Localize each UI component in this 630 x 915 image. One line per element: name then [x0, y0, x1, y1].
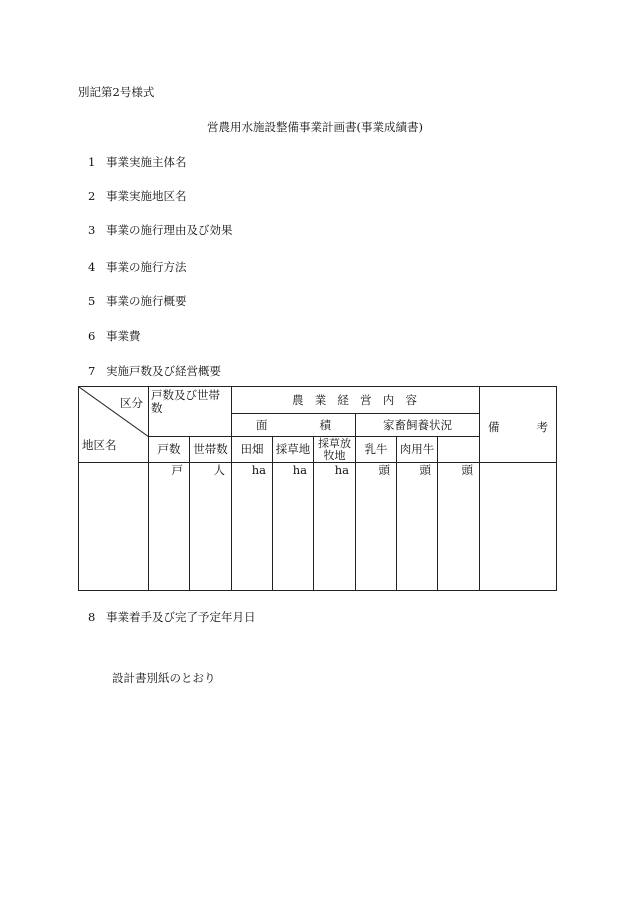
header-char: 容 — [405, 392, 417, 407]
item-label: 事業実施主体名 — [106, 155, 187, 169]
category-label: 区分 — [120, 396, 143, 410]
col-pasture: 採草放牧地 — [314, 437, 356, 463]
header-char: 面 — [256, 417, 268, 432]
design-note: 設計書別紙のとおり — [112, 671, 216, 685]
item-number: 6 — [88, 329, 96, 343]
item-label: 事業の施行方法 — [106, 260, 187, 274]
header-char: 備 — [488, 420, 500, 434]
item-label: 実施戸数及び経営概要 — [106, 364, 221, 378]
area-header — [232, 414, 356, 437]
item-label: 事業費 — [106, 329, 141, 343]
header-char: 営 — [360, 392, 372, 407]
item-number: 5 — [88, 294, 96, 308]
unit-cell: 戸 — [149, 463, 190, 591]
management-overview-table — [78, 386, 557, 591]
remarks-header — [480, 387, 557, 463]
item-number: 1 — [88, 155, 96, 169]
unit-cell: ha — [314, 463, 356, 591]
item-7 — [88, 363, 221, 379]
unit-cell: 人 — [190, 463, 232, 591]
remarks-value-cell — [480, 463, 557, 591]
item-number: 8 — [88, 610, 96, 624]
diagonal-header-cell — [79, 387, 149, 463]
district-value-cell — [79, 463, 149, 591]
item-1 — [88, 154, 187, 170]
item-number: 7 — [88, 364, 96, 378]
col-families: 世帯数 — [190, 437, 232, 463]
item-number: 3 — [88, 223, 96, 237]
header-char: 業 — [314, 392, 327, 407]
households-group-header: 戸数及び世帯数 — [149, 387, 232, 437]
unit-cell: ha — [232, 463, 273, 591]
document-title: 営農用水施設整備事業計画書(事業成績書) — [207, 120, 423, 134]
col-meadow: 採草地 — [273, 437, 314, 463]
item-3 — [88, 222, 233, 238]
col-beef-cattle: 肉用牛 — [397, 437, 438, 463]
unit-cell: 頭 — [438, 463, 480, 591]
col-blank — [438, 437, 480, 463]
header-char: 内 — [382, 392, 395, 407]
header-char: 積 — [319, 417, 331, 432]
header-char: 農 — [292, 392, 304, 407]
item-5 — [88, 293, 187, 309]
item-label: 事業の施行理由及び効果 — [106, 223, 233, 237]
item-label: 事業の施行概要 — [106, 294, 187, 308]
district-name-label: 地区名 — [82, 438, 117, 452]
form-number: 別記第2号様式 — [78, 85, 155, 99]
item-6 — [88, 328, 141, 344]
unit-cell: ha — [273, 463, 314, 591]
item-label: 事業着手及び完了予定年月日 — [106, 610, 256, 624]
col-dairy-cattle: 乳牛 — [356, 437, 397, 463]
unit-cell: 頭 — [397, 463, 438, 591]
item-4 — [88, 259, 187, 275]
item-2 — [88, 188, 187, 204]
unit-cell: 頭 — [356, 463, 397, 591]
farm-management-header — [232, 387, 480, 414]
item-number: 2 — [88, 189, 96, 203]
col-households: 戸数 — [149, 437, 190, 463]
header-char: 考 — [536, 420, 548, 434]
col-paddy-field: 田畑 — [232, 437, 273, 463]
item-label: 事業実施地区名 — [106, 189, 187, 203]
livestock-header: 家畜飼養状況 — [356, 414, 480, 437]
header-char: 経 — [337, 392, 349, 407]
item-8 — [88, 609, 256, 625]
item-number: 4 — [88, 260, 96, 274]
